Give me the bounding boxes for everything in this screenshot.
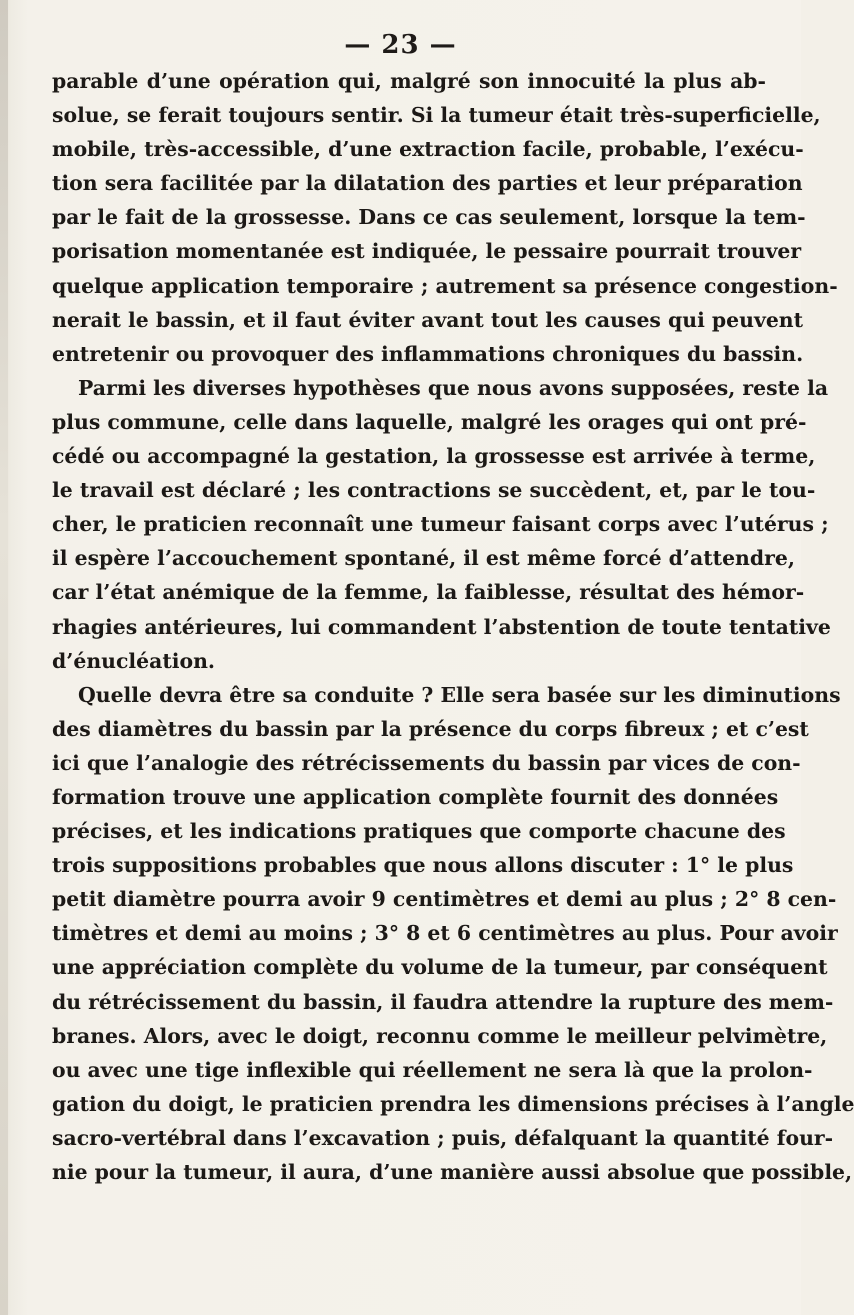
text-line: mobile, très-accessible, d’une extraction facile, probable, l’exécu- [52,137,804,162]
page-number: — 23 — [344,30,457,60]
text-line: ici que l’analogie des rétrécissements du bassin par vices de con- [52,750,801,775]
body-text [52,64,854,1189]
text-line: parable d’une opération qui, malgré son innocuité la plus ab- [52,69,766,93]
text-line: précises, et les indications pratiques que comporte chacune des [52,819,786,844]
text-line: entretenir ou provoquer des inflammations chroniques du bassin. [52,341,804,366]
text-line: le travail est déclaré ; les contractions se succèdent, et, par le tou- [52,478,816,503]
text-line: cher, le praticien reconnaît une tumeur faisant corps avec l’utérus ; [52,512,829,537]
text-line: gation du doigt, le praticien prendra les dimensions précises à l’angle [52,1091,854,1116]
text-line: des diamètres du bassin par la présence du corps fibreux ; et c’est [52,716,809,741]
text-line: trois suppositions probables que nous allons discuter : 1° le plus [52,853,794,878]
text-line-paragraph-start: Parmi les diverses hypothèses que nous avons supposées, reste la [78,375,829,400]
text-line: il espère l’accouchement spontané, il est même forcé d’attendre, [52,546,795,571]
text-line: timètres et demi au moins ; 3° 8 et 6 centimètres au plus. Pour avoir [52,921,838,946]
text-line: formation trouve une application complète fournit des données [52,784,779,809]
text-line: solue, se ferait toujours sentir. Si la tumeur était très-superficielle, [52,103,821,128]
text-line: branes. Alors, avec le doigt, reconnu comme le meilleur pelvimètre, [52,1023,828,1048]
text-line: par le fait de la grossesse. Dans ce cas seulement, lorsque la tem- [52,205,806,230]
text-line: porisation momentanée est indiquée, le pessaire pourrait trouver [52,239,802,264]
text-line: rhagies antérieures, lui commandent l’abstention de toute tentative [52,614,831,639]
text-line: une appréciation complète du volume de la tumeur, par conséquent [52,955,828,980]
text-line: tion sera facilitée par la dilatation des parties et leur préparation [52,171,803,196]
text-line: du rétrécissement du bassin, il faudra attendre la rupture des mem- [52,989,834,1014]
text-line: petit diamètre pourra avoir 9 centimètres et demi au plus ; 2° 8 cen- [52,887,837,912]
text-line: car l’état anémique de la femme, la faiblesse, résultat des hémor- [52,580,805,605]
page-binding-edge [0,0,8,1315]
text-line: nerait le bassin, et il faut éviter avant tout les causes qui peuvent [52,307,804,332]
text-line: quelque application temporaire ; autrement sa présence congestion- [52,273,838,298]
text-line: sacro-vertébral dans l’excavation ; puis, défalquant la quantité four- [52,1125,834,1150]
text-line: plus commune, celle dans laquelle, malgré les orages qui ont pré- [52,409,807,434]
text-line: ou avec une tige inflexible qui réellement ne sera là que la prolon- [52,1057,813,1082]
text-line: nie pour la tumeur, il aura, d’une manière aussi absolue que possible, [52,1160,853,1184]
text-line: cédé ou accompagné la gestation, la grossesse est arrivée à terme, [52,444,816,469]
text-line-paragraph-start: Quelle devra être sa conduite ? Elle sera basée sur les diminutions [78,682,841,707]
text-line-paragraph-end: d’énucléation. [52,648,216,673]
